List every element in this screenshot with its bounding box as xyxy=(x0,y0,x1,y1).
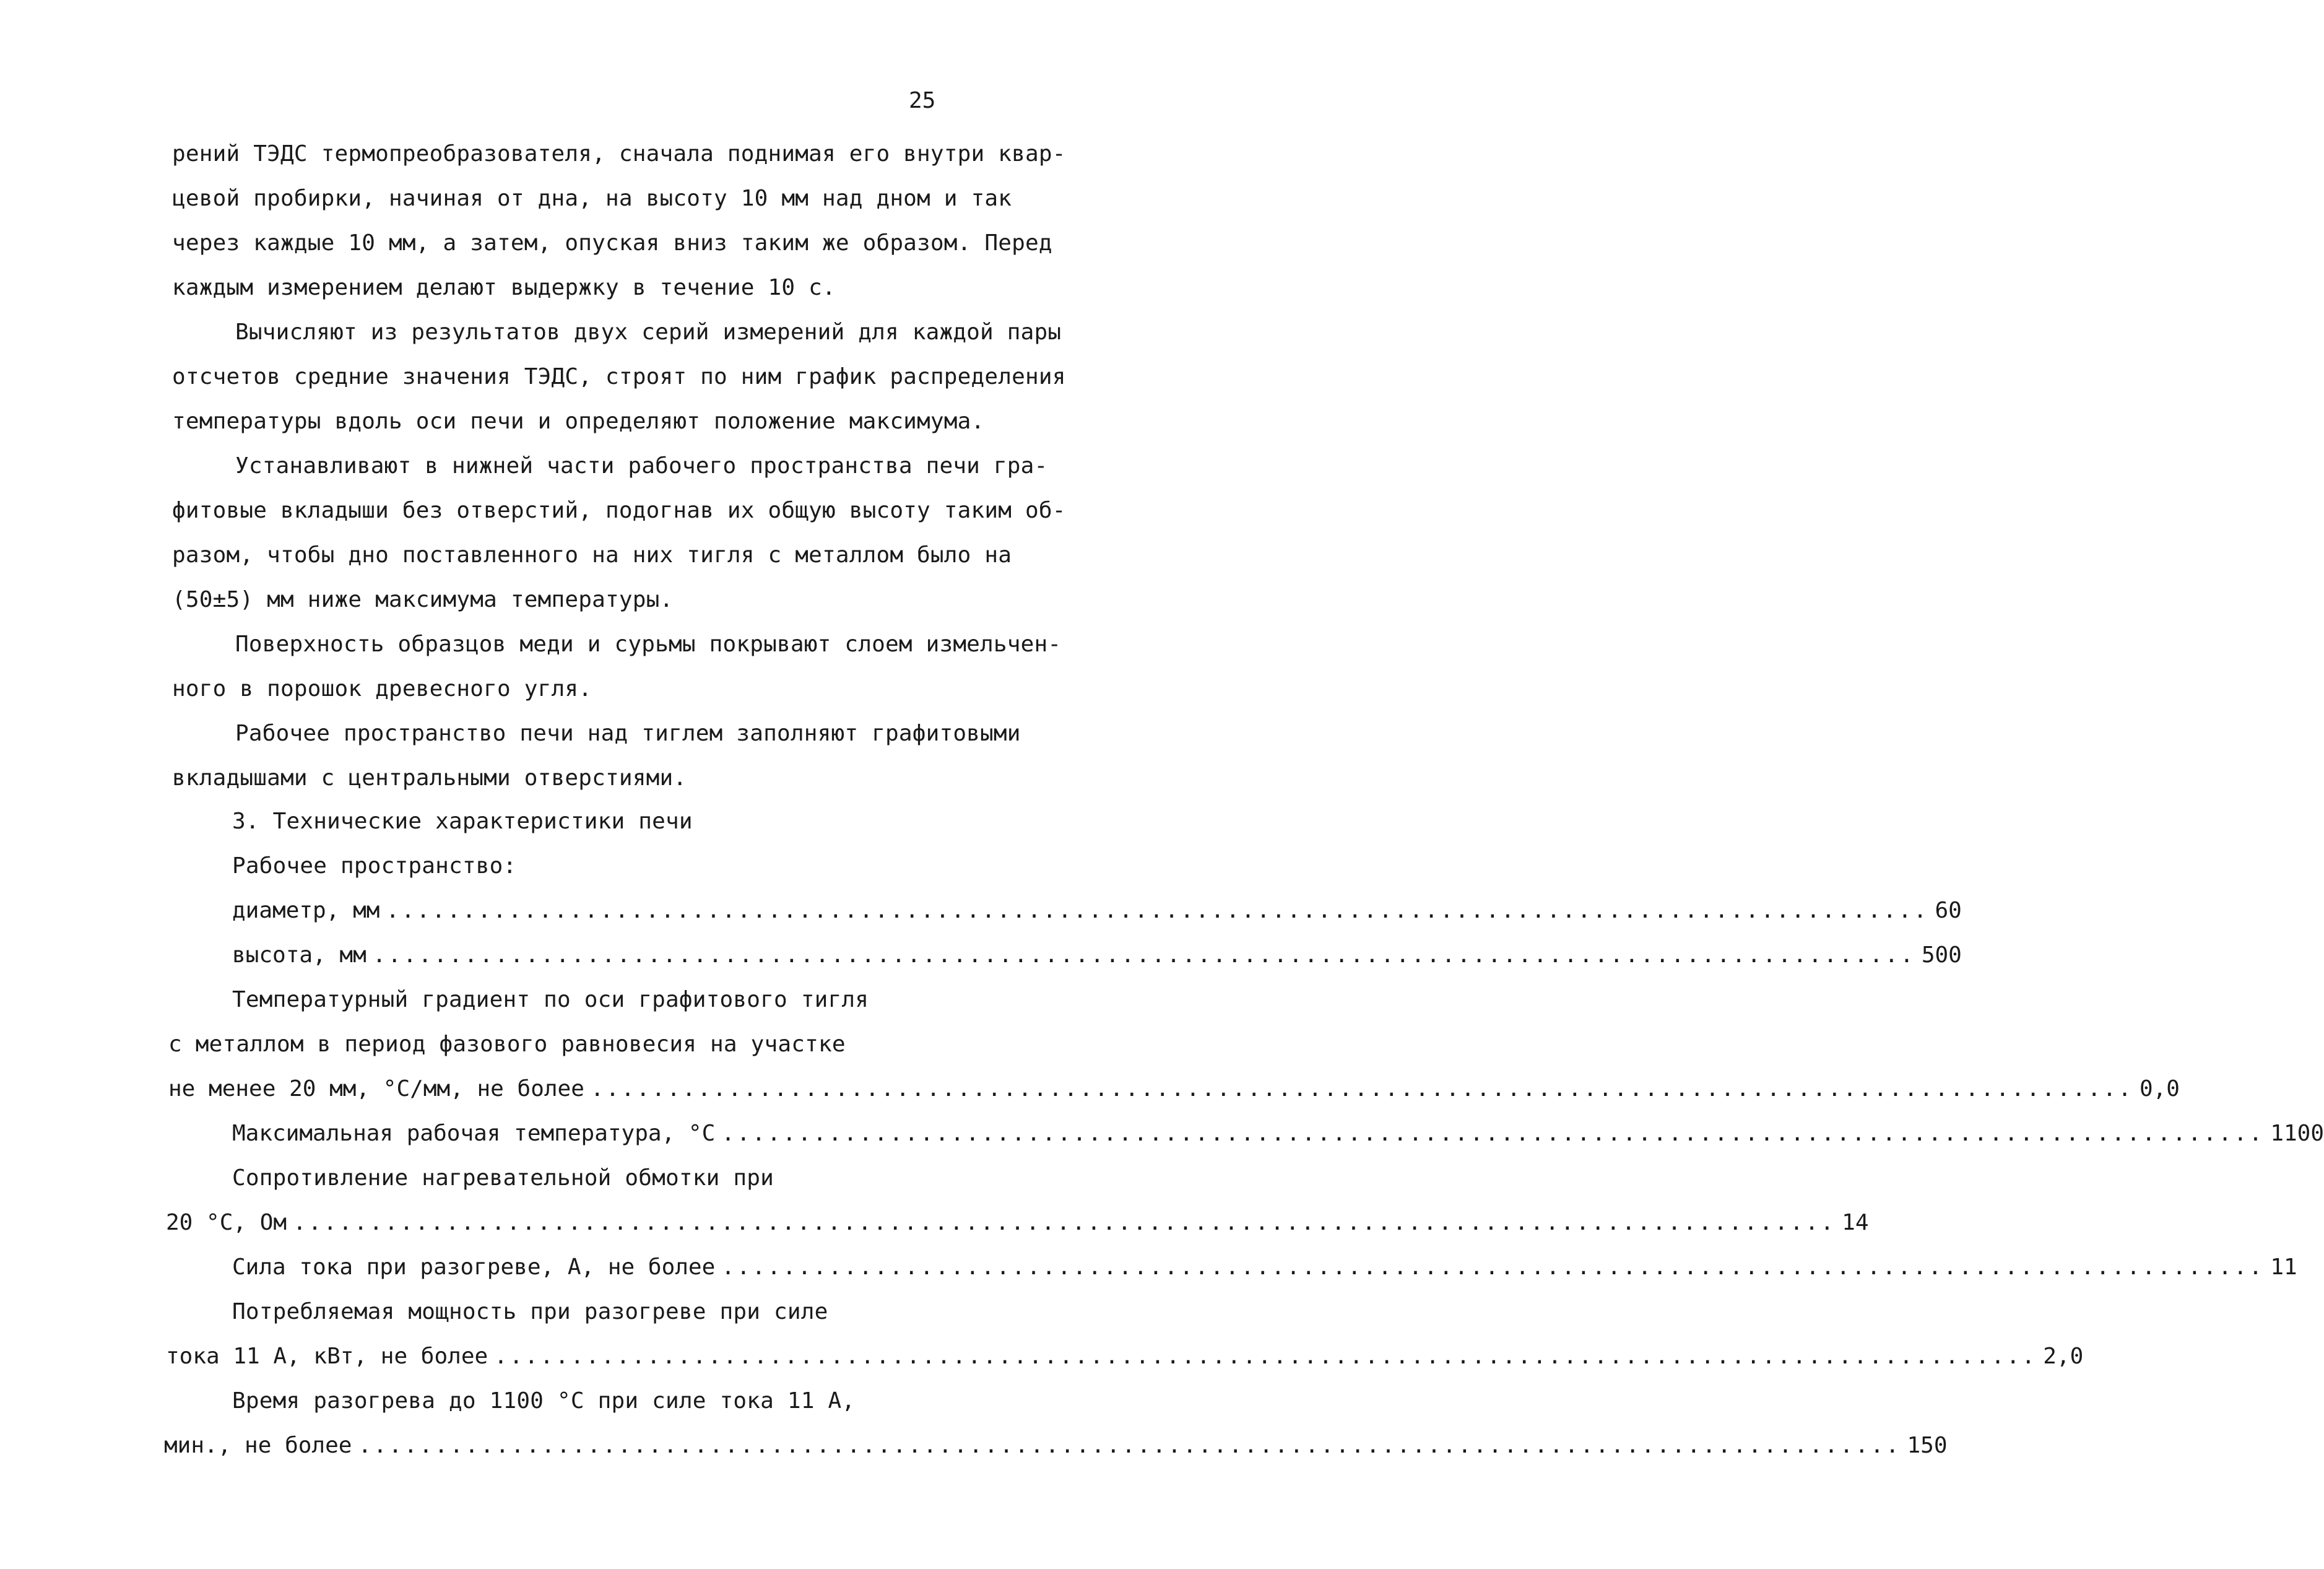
leader-dots: ..................................................................................................... xyxy=(293,1210,1836,1235)
leader-dots: ..................................................................................................... xyxy=(721,1121,2265,1146)
spec-value: 14 xyxy=(1842,1210,1869,1235)
workspace-label: Рабочее пространство: xyxy=(232,853,517,879)
spec-row-gradient xyxy=(168,1076,2180,1102)
spec-value: 500 xyxy=(1921,942,1962,968)
paragraph-line: рений ТЭДС термопреобразователя, сначала поднимая его внутри квар- xyxy=(172,141,1066,167)
paragraph-line: цевой пробирки, начиная от дна, на высоту 10 мм над дном и так xyxy=(172,186,1012,211)
resistance-line-1: Сопротивление нагревательной обмотки при xyxy=(232,1165,774,1191)
section-heading: 3. Технические характеристики печи xyxy=(232,809,693,834)
spec-value: 0,0 xyxy=(2139,1076,2180,1102)
spec-label: Сила тока при разогреве, А, не более xyxy=(232,1254,716,1280)
paragraph-line: Вычисляют из результатов двух серий измерений для каждой пары xyxy=(235,319,1062,345)
heating-time-line-1: Время разогрева до 1100 °С при силе тока 11 А, xyxy=(232,1388,856,1414)
paragraph-line: Рабочее пространство печи над тиглем заполняют графитовыми xyxy=(235,721,1021,746)
spec-value: 150 xyxy=(1907,1433,1948,1458)
spec-label: диаметр, мм xyxy=(232,898,380,923)
page-number: 25 xyxy=(909,88,936,113)
paragraph-line: фитовые вкладыши без отверстий, подогнав их общую высоту таким об- xyxy=(172,498,1066,523)
leader-dots: ..................................................................................................... xyxy=(590,1076,2133,1102)
paragraph-line: разом, чтобы дно поставленного на них тигля с металлом было на xyxy=(172,542,1012,568)
spec-row-diameter xyxy=(232,898,1962,923)
leader-dots: ..................................................................................................... xyxy=(386,898,1929,923)
spec-value: 2,0 xyxy=(2043,1344,2084,1369)
gradient-line-2: с металлом в период фазового равновесия на участке xyxy=(168,1032,846,1057)
spec-label: не менее 20 мм, °С/мм, не более xyxy=(168,1076,584,1102)
paragraph-line: через каждые 10 мм, а затем, опуская вниз таким же образом. Перед xyxy=(172,230,1052,256)
leader-dots: ..................................................................................................... xyxy=(372,942,1915,968)
spec-row-height xyxy=(232,942,1962,968)
leader-dots: ..................................................................................................... xyxy=(494,1344,2037,1369)
spec-label: Максимальная рабочая температура, °С xyxy=(232,1121,716,1146)
spec-value: 60 xyxy=(1935,898,1962,923)
spec-row-power xyxy=(166,1344,2084,1369)
spec-row-heating-time xyxy=(164,1433,1948,1458)
power-line-1: Потребляемая мощность при разогреве при силе xyxy=(232,1299,828,1324)
leader-dots: ..................................................................................................... xyxy=(721,1254,2265,1280)
spec-value: 1100 xyxy=(2270,1121,2324,1146)
spec-row-max-temperature xyxy=(232,1121,2324,1146)
spec-row-resistance xyxy=(166,1210,1869,1235)
gradient-line-1: Температурный градиент по оси графитового тигля xyxy=(232,987,869,1012)
spec-label: 20 °С, Ом xyxy=(166,1210,287,1235)
paragraph-line: ного в порошок древесного угля. xyxy=(172,676,592,702)
paragraph-line: Поверхность образцов меди и сурьмы покрывают слоем измельчен- xyxy=(235,632,1062,657)
leader-dots: ..................................................................................................... xyxy=(358,1433,1901,1458)
spec-label: мин., не более xyxy=(164,1433,352,1458)
spec-row-current xyxy=(232,1254,2297,1280)
paragraph-line: вкладышами с центральными отверстиями. xyxy=(172,765,687,791)
paragraph-line: (50±5) мм ниже максимума температуры. xyxy=(172,587,674,612)
spec-label: высота, мм xyxy=(232,942,366,968)
spec-label: тока 11 А, кВт, не более xyxy=(166,1344,488,1369)
paragraph-line: каждым измерением делают выдержку в течение 10 с. xyxy=(172,275,836,300)
spec-value: 11 xyxy=(2270,1254,2297,1280)
paragraph-line: температуры вдоль оси печи и определяют положение максимума. xyxy=(172,409,985,434)
paragraph-line: отсчетов средние значения ТЭДС, строят по ним график распределения xyxy=(172,364,1066,389)
paragraph-line: Устанавливают в нижней части рабочего пространства печи гра- xyxy=(235,453,1048,479)
